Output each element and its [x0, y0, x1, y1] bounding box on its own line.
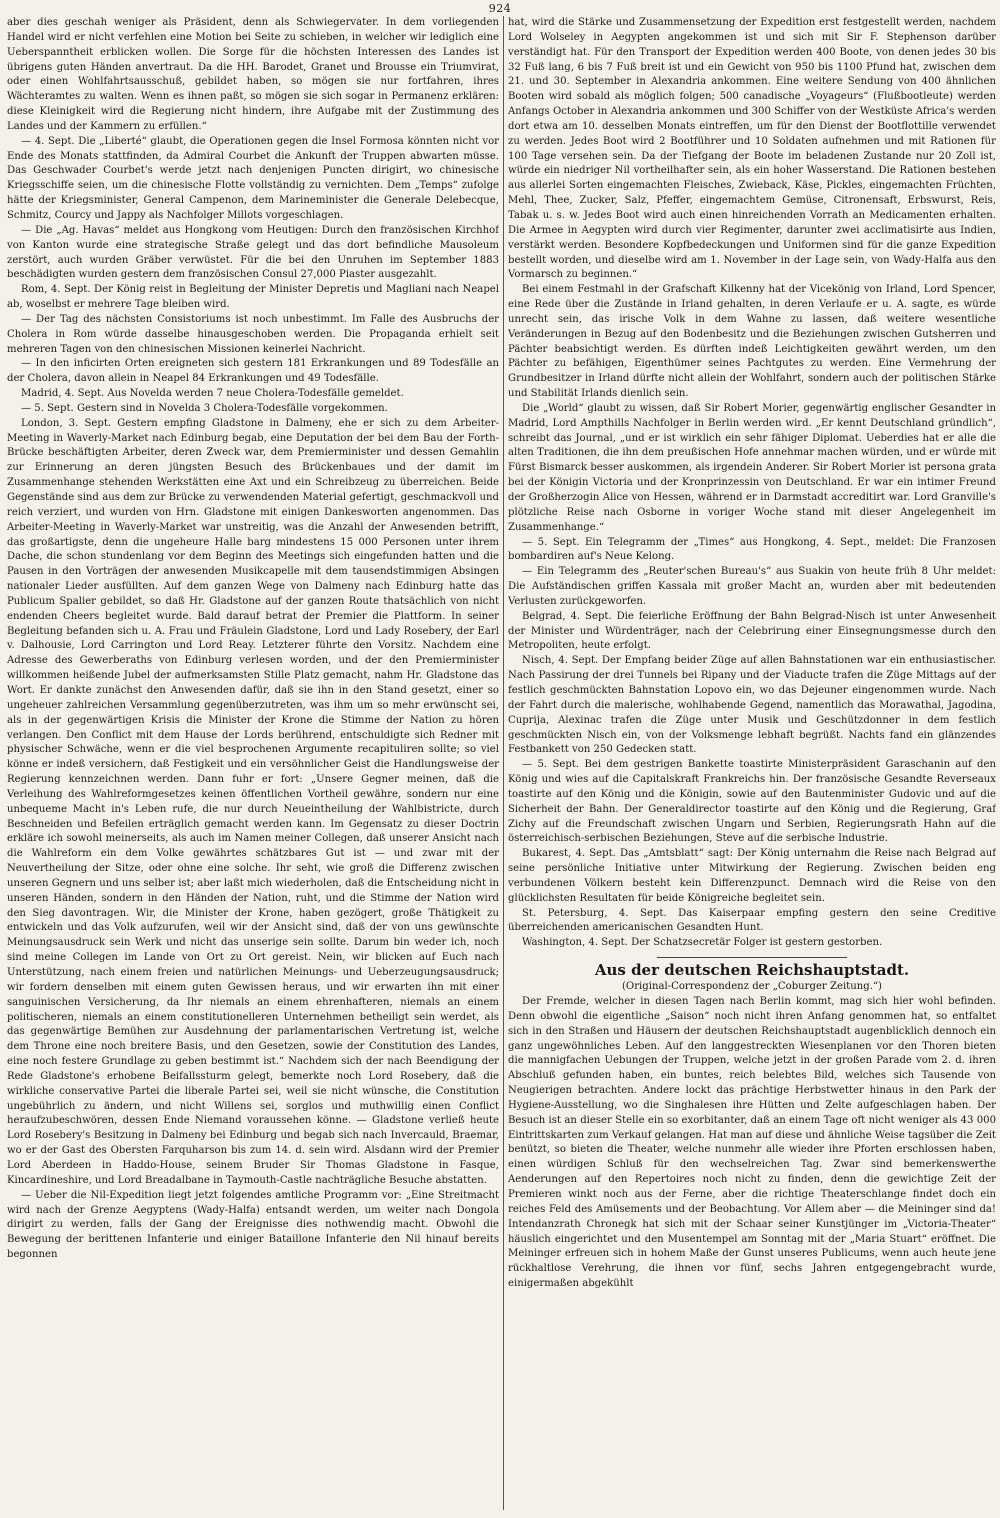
article-paragraph: — 5. Sept. Gestern sind in Novelda 3 Cholera-Todesfälle vorgekommen.	[21, 402, 388, 414]
article-paragraph: Madrid, 4. Sept. Aus Novelda werden 7 neue Cholera-Todesfälle gemeldet.	[21, 388, 404, 400]
article-paragraph: — In den inficirten Orten ereigneten sich gestern 181 Erkrankungen und 89 Todesfälle an der Cholera, davon allein in Neapel 84 Erkrankungen und 49 Todesfälle.	[7, 358, 499, 385]
section-headline: Aus der deutschen Reichshauptstadt.	[594, 961, 910, 980]
article-paragraph: Die „World“ glaubt zu wissen, daß Sir Robert Morier, gegenwärtig englischer Gesandter in Madrid, Lord Ampthills Nachfolger in Berlin werden wird. „Er kennt Deutschland gründlich“, schreibt das Journal, „und er ist wirklich ein sehr fähiger Diplomat. Ueberdies hat er alle die alten Traditionen, die ihn dem preußischen Hofe annehmar machen würden, und er würde mit Fürst Bismarck besser auskommen, als irgendein Anderer. Sir Robert Morier ist persona grata bei der Königin Victoria und der Kronprinzessin von Deutschland. Er war ein intimer Freund der Großherzogin Alice von Hessen, während er in Darmstadt accreditirt war. Lord Granville's plötzliche Reise nach Osborne in voriger Woche stand mit dieser Angelegenheit im Zusammenhange.“	[508, 402, 996, 533]
article-paragraph: — 4. Sept. Die „Liberté“ glaubt, die Operationen gegen die Insel Formosa könnten nicht vor Ende des Monats stattfinden, da Admiral Courbet die Ankunft der Truppen abwarten müsse. Das Geschwader Courbet's werde jetzt nach denjenigen Puncten dirigirt, wo chinesische Kriegsschiffe seien, um die chinesische Flotte vollständig zu vernichten. Dem „Temps“ zufolge hätte der Kriegsminister, General Campenon, dem Marineminister die Generale Delebecque, Schmitz, Courcy und Jappy als Nachfolger Millots vorgeschlagen.	[7, 135, 499, 221]
article-paragraph: Bei einem Festmahl in der Grafschaft Kilkenny hat der Vicekönig von Irland, Lord Spencer, eine Rede über die Zustände in Irland gehalten, in deren Verlaufe er u. A. sagte, es würde unrecht sein, das irische Volk in dem Wahne zu lassen, daß weitere wesentliche Veränderungen in Bezug auf den Bodenbesitz und die Beziehungen zwischen Gutsherren und Pächter beabsichtigt werden. Es dürften indeß Leichtigkeiten gewährt werden, um den Pächter zu befähigen, Eigenthümer seines Pachtgutes zu werden. Eine Vermehrung der Grundbesitzer in Irland dürfte nicht allein der Wohlfahrt, sondern auch der politischen Stärke und Stabilität Irlands dienlich sein.	[508, 284, 996, 400]
page-number: 924	[488, 2, 512, 15]
section-separator	[657, 957, 847, 958]
article-paragraph: Rom, 4. Sept. Der König reist in Begleitung der Minister Depretis und Magliani nach Neapel ab, woselbst er mehrere Tage bleiben wird.	[7, 284, 499, 311]
right-column	[508, 16, 996, 1512]
article-paragraph: Belgrad, 4. Sept. Die feierliche Eröffnung der Bahn Belgrad-Nisch ist unter Anwesenheit der Minister und Würdenträger, nach der Celebrirung einer Einsegnungsmesse durch den Metropoliten, heute erfolgt.	[508, 610, 996, 652]
article-paragraph: St. Petersburg, 4. Sept. Das Kaiserpaar empfing gestern den seine Creditive überreichenden americanischen Gesandten Hunt.	[508, 907, 996, 934]
article-paragraph: — Der Tag des nächsten Consistoriums ist noch unbestimmt. Im Falle des Ausbruchs der Cholera in Rom würde dasselbe hinausgeschoben werden. Die Propaganda erhielt seit mehreren Tagen von den chinesischen Missionen keinerlei Nachricht.	[7, 313, 499, 355]
article-paragraph: — Ueber die Nil-Expedition liegt jetzt folgendes amtliche Programm vor: „Eine Streitmacht wird nach der Grenze Aegyptens (Wady-Halfa) entsandt werden, um weiter nach Dongola dirigirt zu werden, falls der Gang der Ereignisse dies nothwendig macht. Obwohl die Bewegung der berittenen Infanterie und einiger Bataillone Infanterie den Nil hinauf bereits begonnen	[7, 1189, 499, 1261]
article-paragraph: Nisch, 4. Sept. Der Empfang beider Züge auf allen Bahnstationen war ein enthusiastischer. Nach Passirung der drei Tunnels bei Ripany und der Viaducte trafen die Züge Mittags auf der festlich geschmückten Bahnstation Lopovo ein, wo das Dejeuner eingenommen wurde. Nach der Fahrt durch die malerische, wohlhabende Gegend, namentlich das Morawathal, Jagodina, Cuprija, Alexinac trafen die Züge unter Musik und Geschützdonner in dem festlich geschmückten Nisch ein, von der Volksmenge lebhaft begrüßt. Nachts fand ein glänzendes Festbankett von 250 Gedecken statt.	[508, 655, 996, 756]
left-column	[7, 16, 499, 1512]
article-paragraph: — Ein Telegramm des „Reuter'schen Bureau's“ aus Suakin von heute früh 8 Uhr meldet: Die Aufständischen griffen Kassala mit großer Macht an, wurden aber mit bedeutenden Verlusten zurückgeworfen.	[508, 566, 996, 607]
column-divider	[503, 16, 504, 1510]
article-paragraph: — Die „Ag. Havas“ meldet aus Hongkong vom Heutigen: Durch den französischen Kirchhof von Kanton wurde eine strategische Straße gelegt und das dort befindliche Mausoleum zerstört, auch wurden Gräber verwüstet. Für die bei den Unruhen im September 1883 beschädigten wurden gestern dem französischen Consul 27,000 Piaster ausgezahlt.	[7, 224, 499, 281]
article-paragraph: Washington, 4. Sept. Der Schatzsecretär Folger ist gestern gestorben.	[522, 937, 883, 949]
article-paragraph: aber dies geschah weniger als Präsident, denn als Schwiegervater. In dem vorliegenden Handel wird er nicht verfehlen eine Motion bei Seite zu schieben, in welcher wir lediglich eine Ueberspanntheit erblicken wollen. Die Sorge für die höchsten Interessen des Landes ist übrigens guten Händen anvertraut. Da die HH. Barodet, Granet und Brousse ein Triumvirat, oder einen Wohlfahrtsausschuß, gebildet haben, so mögen sie nur fortfahren, ihres Wächteramtes zu walten. Wenn es ihnen paßt, so mögen sie sich sogar in Permanenz erklären: diese Kleinigkeit wird die Regierung nicht hindern, ihre Aufgabe mit der Zustimmung des Landes und der Kammern zu erfüllen.“	[7, 17, 499, 132]
article-paragraph: London, 3. Sept. Gestern empfing Gladstone in Dalmeny, ehe er sich zu dem Arbeiter-Meeting in Waverly-Market nach Edinburg begab, eine Deputation der bei dem Bau der Forth-Brücke beschäftigten Arbeiter, deren Zweck war, dem Premierminister und dessen Gemahlin zur Erinnerung an deren jüngsten Besuch des Brückenbaues und der damit im Zusammenhange stehenden Werkstätten eine Axt und ein Schreibzeug zu überreichen. Beide Gegenstände sind aus dem zur Brücke zu verwendenden Material gefertigt, geschmackvoll und reich verziert, und wurden von Hrn. Gladstone mit einigen Dankesworten angenommen. Das Arbeiter-Meeting in Waverly-Market war unstreitig, was die Anzahl der Anwesenden betrifft, das großartigste, denn die ungeheure Halle barg mindestens 15 000 Personen unter ihrem Dache, die schon stundenlang vor dem Beginn des Meetings sich eingefunden hatten und die Pausen in den Vorträgen der anwesenden Musikcapelle mit dem tausendstimmigen Absingen nationaler Lieder ausfüllten. Auf dem ganzen Wege von Dalmeny nach Edinburg hatte das Publicum Spalier gebildet, so daß Hr. Gladstone auf der ganzen Route thatsächlich von nicht endenden Cheers begleitet wurde. Bald darauf betrat der Premier die Plattform. In seiner Begleitung befanden sich u. A. Frau und Fräulein Gladstone, Lord und Lady Rosebery, der Earl v. Dalhousie, Lord Carrington und Lord Reay. Letzterer führte den Vorsitz. Nachdem eine Adresse des Gewerberaths von Edinburg verlesen worden, und der den Premierminister willkommen heißende Jubel der aufmerksamsten Stille Platz gemacht, nahm Hr. Gladstone das Wort. Er dankte zunächst den Anwesenden dafür, daß sie ihn in den Stand gesetzt, einer so ungeheuer zahlreichen Versammlung gegenüberzutreten, was ihm um so mehr erwünscht sei, als in der gegenwärtigen Krisis die Minister der Krone die Stimme der Nation zu hören verlangen. Den Conflict mit dem Hause der Lords berührend, entschuldigte sich Redner mit physischer Schwäche, wenn er die viel besprochenen Argumente recapituliren sollte; so viel könne er indeß versichern, daß Festigkeit und ein versöhnlicher Geist die Handlungsweise der Regierung kennzeichnen werden. Dann fuhr er fort: „Unsere Gegner meinen, daß die Verleihung des Wahlreformgesetzes keinen öffentlichen Vortheil gewähre, sondern nur eine unbequeme Macht in's Leben rufe, die nur durch Neueintheilung der Wahlbistricte, durch Beschneiden und Befeilen erträglich gemacht werden kann. Im Gegensatz zu dieser Doctrin erkläre ich sowohl meinerseits, als auch im Namen meiner Collegen, daß unserer Ansicht nach die Wahlreform ein dem Volke gewährtes schätzbares Gut ist — und zwar mit der Neuvertheilung der Sitze, oder ohne eine solche. Ihr seht, wie groß die Differenz zwischen unseren Gegnern und uns selber ist; aber laßt mich wiederholen, daß die Entscheidung nicht in unseren Händen, sondern in den Händen der Nation, ruht, und die Stimme der Nation wird den Sieg davontragen. Wir, die Minister der Krone, haben gezögert, große Thätigkeit zu entwickeln und das Volk aufzurufen, weil wir der Ansicht sind, daß der von uns gewünschte Meinungsausdruck sein Werk und nicht das unserige sein sollte. Darum bin weder ich, noch sind meine Collegen im Lande von Ort zu Ort gereist. Nein, wir blicken auf Euch nach Unterstützung, nach einem freien und natürlichen Meinungs- und Ueberzeugungsausdruck; wir fordern denselben mit einem guten Gewissen heraus, und wir erwarten ihn mit einer sanguinischen Versicherung, da Ihr niemals an einem ehrenhafteren, niemals an einem politischeren, niemals an einem constitutionelleren Unternehmen betheiligt sein werdet, als das gegenwärtige Bemühen zur Ausdehnung der parlamentarischen Vertretung ist, welche dem Throne eine noch breitere Basis, und den Gesetzen, sowie der Constitution des Landes, eine noch festere Grundlage zu geben bestimmt ist.“ Nachdem sich der nach Beendigung der Rede Gladstone's erhobene Beifallssturm gelegt, bemerkte noch Lord Rosebery, daß die wirkliche conservative Partei die liberale Partei sei, weil sie nicht wünsche, die Constitution ungebührlich zu ändern, und nicht Willens sei, sorglos und muthwillig einen Conflict heraufzubeschwören, dessen Ende Niemand voraussehen könne. — Gladstone verließ heute Lord Rosebery's Besitzung in Dalmeny bei Edinburg und begab sich nach Invercauld, Braemar, wo er der Gast des Obersten Farquharson bis zum 14. d. sein wird. Alsdann wird der Premier Lord Aberdeen in Haddo-House, seinem Bruder Sir Thomas Gladstone in Fasque, Kincardineshire, und Lord Breadalbane in Taymouth-Castle nachträgliche Besuche abstatten.	[7, 417, 499, 1186]
article-paragraph: Bukarest, 4. Sept. Das „Amtsblatt“ sagt: Der König unternahm die Reise nach Belgrad auf seine persönliche Initiative unter Mitwirkung der Regierung. Zwischen beiden eng verbundenen Völkern besteht kein Differenzpunct. Demnach wird die Reise von den glücklichsten Resultaten für beide Königreiche begleitet sein.	[508, 848, 996, 904]
article-paragraph: — 5. Sept. Bei dem gestrigen Bankette toastirte Ministerpräsident Garaschanin auf den König und wies auf die Capitalskraft Frankreichs hin. Der französische Gesandte Reverseaux toastirte auf den König und die Königin, sowie auf den Bautenminister Gudovic und auf die Sicherheit der Bahn. Der Generaldirector toastirte auf den König und die Regierung, Graf Zichy auf die Freundschaft zwischen Ungarn und Serbien, Regierungsrath Hahn auf die österreichisch-serbischen Beziehungen, Steve auf die serbische Industrie.	[508, 759, 996, 845]
article-paragraph: — 5. Sept. Ein Telegramm der „Times“ aus Hongkong, 4. Sept., meldet: Die Franzosen bombardiren auf's Neue Kelong.	[508, 536, 996, 563]
article-paragraph: hat, wird die Stärke und Zusammensetzung der Expedition erst festgestellt werden, nachdem Lord Wolseley in Aegypten angekommen ist und sich mit Sir F. Stephenson darüber verständigt hat. Für den Transport der Expedition werden 400 Boote, von denen jedes 30 bis 32 Fuß lang, 6 bis 7 Fuß breit ist und ein Gewicht von 950 bis 1100 Pfund hat, zwischen dem 21. und 30. September in Alexandria ankommen. Eine weitere Sendung von 400 ähnlichen Booten wird sobald als möglich folgen; 500 canadische „Voyageurs“ (Flußbootleute) werden Anfangs October in Alexandria ankommen und 300 Schiffer von der Westküste Africa's werden dort etwa am 10. desselben Monats eintreffen, um für den Dienst der Bootflottille verwendet zu werden. Jedes Boot wird 2 Bootführer und 10 Soldaten aufnehmen und mit Rationen für 100 Tage versehen sein. Da der Tiefgang der Boote im beladenen Zustande nur 20 Zoll ist, würde ein niedriger Nil vortheilhafter sein, als ein hoher Wasserstand. Die Rationen bestehen aus allerlei Sorten eingemachten Fleisches, Zwieback, Käse, Pickles, eingemachten Früchten, Mehl, Thee, Zucker, Salz, Pfeffer, eingemachtem Gemüse, Citronensaft, Erbswurst, Reis, Tabak u. s. w. Jedes Boot wird auch einen hinreichenden Vorrath an Medicamenten erhalten. Die Armee in Aegypten wird durch vier Regimenter, darunter zwei acclimatisirte aus Indien, verstärkt werden. Besondere Kopfbedeckungen und Uniformen sind für die ganze Expedition bestellt worden, und dieselbe wird am 1. November in der Lage sein, von Wady-Halfa aus den Vormarsch zu beginnen.“	[508, 17, 996, 281]
article-paragraph: Der Fremde, welcher in diesen Tagen nach Berlin kommt, mag sich hier wohl befinden. Denn obwohl die eigentliche „Saison“ noch nicht ihren Anfang genommen hat, so entfaltet sich in den Straßen und Häusern der deutschen Reichshauptstadt augenblicklich dennoch ein ganz ungewöhnliches Leben. Auf den langgestreckten Wiesenplanen vor den Thoren bieten die mannigfachen Uebungen der Truppen, welche jetzt in der großen Parade vom 2. d. ihren Abschluß gefunden haben, ein buntes, reich belebtes Bild, welches sich Tausende von Neugierigen betrachten. Andere lockt das prächtige Herbstwetter hinaus in den Park der Hygiene-Ausstellung, wo die Singhalesen ihre Hütten und Zelte aufgeschlagen haben. Der Besuch ist an dieser Stelle ein so exorbitanter, daß an einem Tage oft nicht weniger als 43 000 Eintrittskarten zum Verkauf gelangen. Hat man auf diese und ähnliche Weise tagsüber die Zeit benützt, so bieten die Theater, welche nunmehr alle wieder ihre Pforten erschlossen haben, einen würdigen Schluß für den wechselreichen Tag. Zwar sind bemerkenswerthe Aenderungen auf den Repertoires noch nicht zu finden, denn die gewichtige Zeit der Premieren winkt noch aus der Ferne, aber die richtige Theaterschlange findet doch ein reiches Feld des Amüsements und der Beobachtung. Vor Allem aber — die Meininger sind da! Intendanzrath Chronegk hat sich mit der Schaar seiner Kunstjünger im „Victoria-Theater“ häuslich eingerichtet und den Musentempel am Sonntag mit der „Maria Stuart“ eröffnet. Die Meininger erfreuen sich in hohem Maße der Gunst unseres Publicums, wenn auch heute jene rückhaltlose Verehrung, die ihnen vor fünf, sechs Jahren entgegengebracht wurde, einigermaßen abgekühlt	[508, 996, 996, 1290]
section-subtitle: (Original-Correspondenz der „Coburger Zeitung.“)	[621, 981, 882, 993]
